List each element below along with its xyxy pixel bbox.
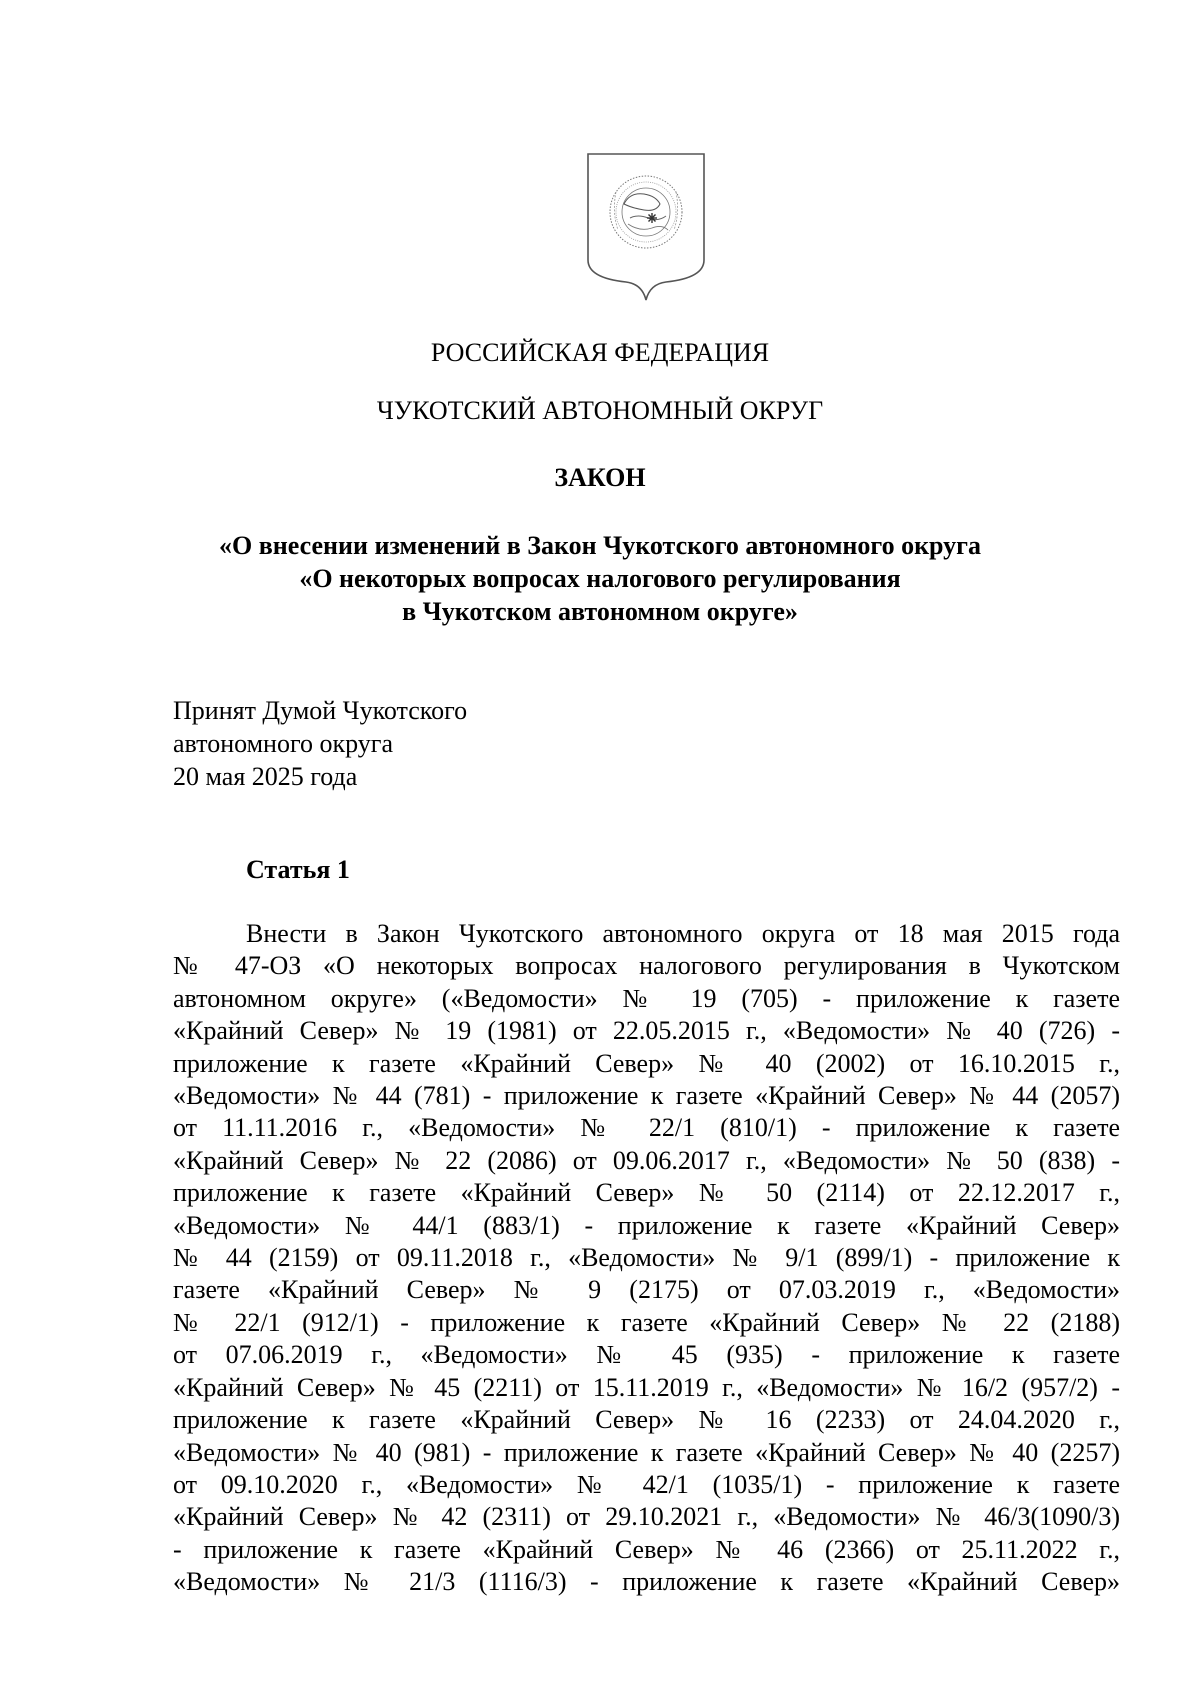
body-line: № 44 (2159) от 09.11.2018 г., «Ведомости» № 9/1 (899/1) - приложение к [173, 1243, 1120, 1273]
law-title-line: «О некоторых вопросах налогового регулирования [299, 564, 901, 593]
body-line: «Крайний Север» № 22 (2086) от 09.06.2017 г., «Ведомости» № 50 (838) - [173, 1145, 1120, 1175]
body-line: автономном округе» («Ведомости» № 19 (705) - приложение к газете [173, 983, 1120, 1013]
body-line: «Ведомости» № 21/3 (1116/3) - приложение к газете «Крайний Север» [173, 1567, 1120, 1597]
body-line: от 09.10.2020 г., «Ведомости» № 42/1 (1035/1) - приложение к газете [173, 1469, 1120, 1499]
body-line: от 11.11.2016 г., «Ведомости» № 22/1 (810/1) - приложение к газете [173, 1113, 1120, 1143]
article-body [173, 918, 1120, 1599]
federation-heading: РОССИЙСКАЯ ФЕДЕРАЦИЯ [430, 338, 770, 367]
body-line: «Крайний Север» № 45 (2211) от 15.11.2019 г., «Ведомости» № 16/2 (957/2) - [173, 1372, 1120, 1402]
body-line: «Крайний Север» № 42 (2311) от 29.10.2021 г., «Ведомости» № 46/3(1090/3) [173, 1502, 1120, 1532]
body-line: газете «Крайний Север» № 9 (2175) от 07.03.2019 г., «Ведомости» [173, 1275, 1120, 1305]
law-title [0, 529, 1200, 628]
body-line: Внести в Закон Чукотского автономного округа от 18 мая 2015 года [246, 919, 1120, 948]
body-line: приложение к газете «Крайний Север» № 16 (2233) от 24.04.2020 г., [173, 1405, 1120, 1435]
law-title-line: «О внесении изменений в Закон Чукотского автономного округа [219, 531, 981, 560]
adoption-note [173, 694, 467, 793]
body-line: от 07.06.2019 г., «Ведомости» № 45 (935) - приложение к газете [173, 1340, 1120, 1370]
adoption-date: 20 мая 2025 года [173, 762, 358, 791]
body-line: № 22/1 (912/1) - приложение к газете «Крайний Север» № 22 (2188) [173, 1307, 1120, 1337]
document-type-heading: ЗАКОН [554, 463, 646, 492]
article-title: Статья 1 [246, 855, 350, 884]
body-line: «Ведомости» № 44 (781) - приложение к газете «Крайний Север» № 44 (2057) [173, 1081, 1120, 1111]
body-line: приложение к газете «Крайний Север» № 50 (2114) от 22.12.2017 г., [173, 1178, 1120, 1208]
adoption-line: Принят Думой Чукотского [173, 696, 468, 725]
adoption-line: автономного округа [173, 729, 393, 758]
coat-of-arms-emblem [586, 152, 706, 302]
body-line: № 47-ОЗ «О некоторых вопросах налогового регулирования в Чукотском [173, 951, 1120, 981]
body-line: «Ведомости» № 40 (981) - приложение к газете «Крайний Север» № 40 (2257) [173, 1437, 1120, 1467]
law-title-line: в Чукотском автономном округе» [402, 597, 798, 626]
body-line: - приложение к газете «Крайний Север» № 46 (2366) от 25.11.2022 г., [173, 1534, 1120, 1564]
body-line: «Ведомости» № 44/1 (883/1) - приложение к газете «Крайний Север» [173, 1210, 1120, 1240]
okrug-heading: ЧУКОТСКИЙ АВТОНОМНЫЙ ОКРУГ [376, 396, 824, 425]
body-line: «Крайний Север» № 19 (1981) от 22.05.2015 г., «Ведомости» № 40 (726) - [173, 1016, 1120, 1046]
body-line: приложение к газете «Крайний Север» № 40 (2002) от 16.10.2015 г., [173, 1048, 1120, 1078]
